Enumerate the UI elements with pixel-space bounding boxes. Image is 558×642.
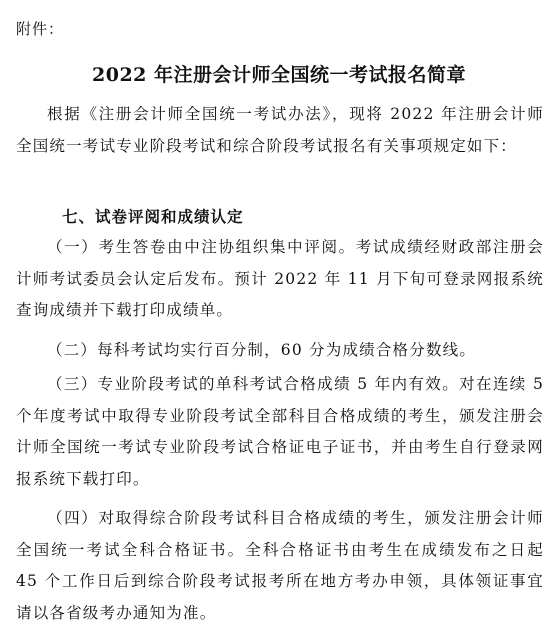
paragraph-professional-stage: （三）专业阶段考试的单科考试合格成绩 5 年内有效。对在连续 5 个年度考试中取得专业阶段考试全部科目合格成绩的考生，颁发注册会计师全国统一考试专业阶段考试合格证电子证书，并由考生自行登录网报系统下载打印。 [16,375,544,488]
paragraph-passing-score: （二）每科考试均实行百分制，60 分为成绩合格分数线。 [47,341,477,359]
paragraph-comprehensive-stage: （四）对取得综合阶段考试科目合格成绩的考生，颁发注册会计师全国统一考试全科合格证书。全科合格证书由考生在成绩发布之日起 45 个工作日后到综合阶段考试报考所在地方考办申领，具体领证事宜请以各省级考办通知为准。 [16,509,544,622]
paragraph-grading: （一）考生答卷由中注协组织集中评阅。考试成绩经财政部注册会计师考试委员会认定后发布。预计 2022 年 11 月下旬可登录网报系统查询成绩并下载打印成绩单。 [16,238,544,319]
attachment-label: 附件： [16,20,65,38]
intro-paragraph: 根据《注册会计师全国统一考试办法》，现将 2022 年注册会计师全国统一考试专业阶段考试和综合阶段考试报名有关事项规定如下： [16,105,544,155]
section-heading: 七、试卷评阅和成绩认定 [62,207,244,226]
document-title: 2022 年注册会计师全国统一考试报名简章 [92,64,466,86]
